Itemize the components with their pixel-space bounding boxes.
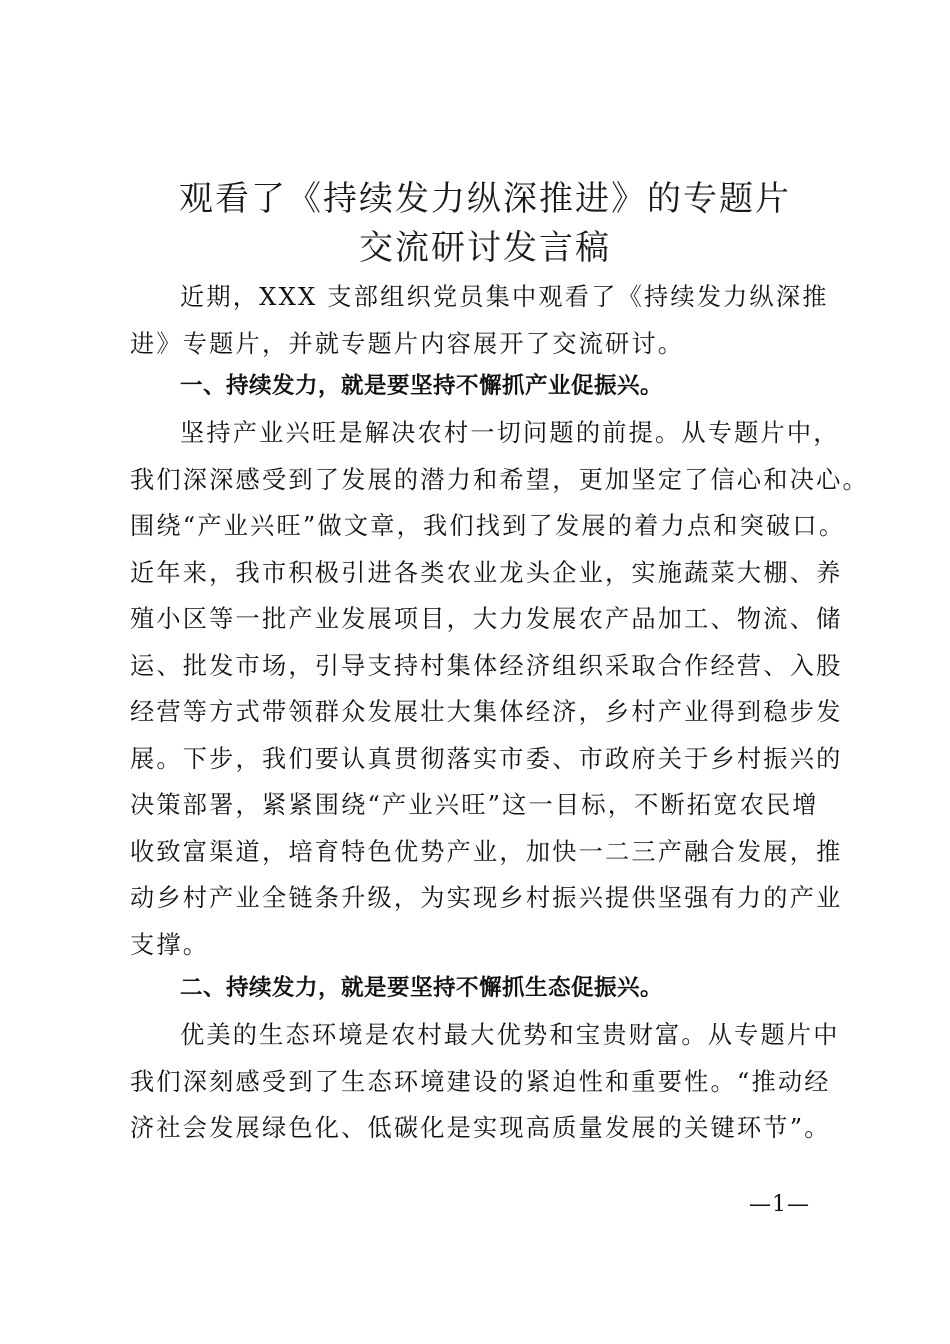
paragraph-line: 展。下步，我们要认真贯彻落实市委、市政府关于乡村振兴的 (130, 744, 843, 773)
paragraph-line: 收致富渠道，培育特色优势产业，加快一二三产融合发展，推 (130, 837, 843, 866)
paragraph-line: 近期，XXX 支部组织党员集中观看了《持续发力纵深推 (180, 283, 829, 311)
paragraph-line: 进》专题片，并就专题片内容展开了交流研讨。 (130, 329, 685, 358)
intro-paragraph (130, 274, 835, 367)
section2-paragraph (130, 1012, 840, 1152)
paragraph-line: 济社会发展绿色化、低碳化是实现高质量发展的关键环节”。 (130, 1114, 831, 1142)
paragraph-line: 运、批发市场，引导支持村集体经济组织采取合作经营、入股 (130, 651, 843, 680)
section1-paragraph (130, 410, 869, 968)
document-title-line2: 交流研讨发言稿 (359, 228, 611, 268)
paragraph-line: 动乡村产业全链条升级，为实现乡村振兴提供坚强有力的产业 (130, 884, 843, 912)
page-number: —1— (749, 1192, 810, 1217)
paragraph-line: 经营等方式带领群众发展壮大集体经济，乡村产业得到稳步发 (130, 698, 843, 726)
paragraph-line: 围绕“产业兴旺”做文章，我们找到了发展的着力点和突破口。 (130, 512, 846, 540)
paragraph-line: 我们深刻感受到了生态环境建设的紧迫性和重要性。“推动经 (130, 1067, 831, 1096)
paragraph-line: 殖小区等一批产业发展项目，大力发展农产品加工、物流、储 (130, 605, 843, 633)
section2-heading: 二、持续发力，就是要坚持不懈抓生态促振兴。 (180, 975, 664, 1001)
paragraph-line: 决策部署，紧紧围绕“产业兴旺”这一目标，不断拓宽农民增 (130, 791, 819, 819)
document-title-line1: 观看了《持续发力纵深推进》的专题片 (179, 179, 791, 219)
paragraph-line: 优美的生态环境是农村最大优势和宝贵财富。从专题片中 (180, 1021, 840, 1049)
paragraph-line: 支撑。 (130, 930, 210, 959)
section1-heading: 一、持续发力，就是要坚持不懈抓产业促振兴。 (180, 373, 664, 399)
paragraph-line: 近年来，我市积极引进各类农业龙头企业，实施蔬菜大棚、养 (130, 558, 843, 587)
paragraph-line: 我们深深感受到了发展的潜力和希望，更加坚定了信心和决心。 (130, 465, 869, 494)
paragraph-line: 坚持产业兴旺是解决农村一切问题的前提。从专题片中， (180, 419, 840, 447)
